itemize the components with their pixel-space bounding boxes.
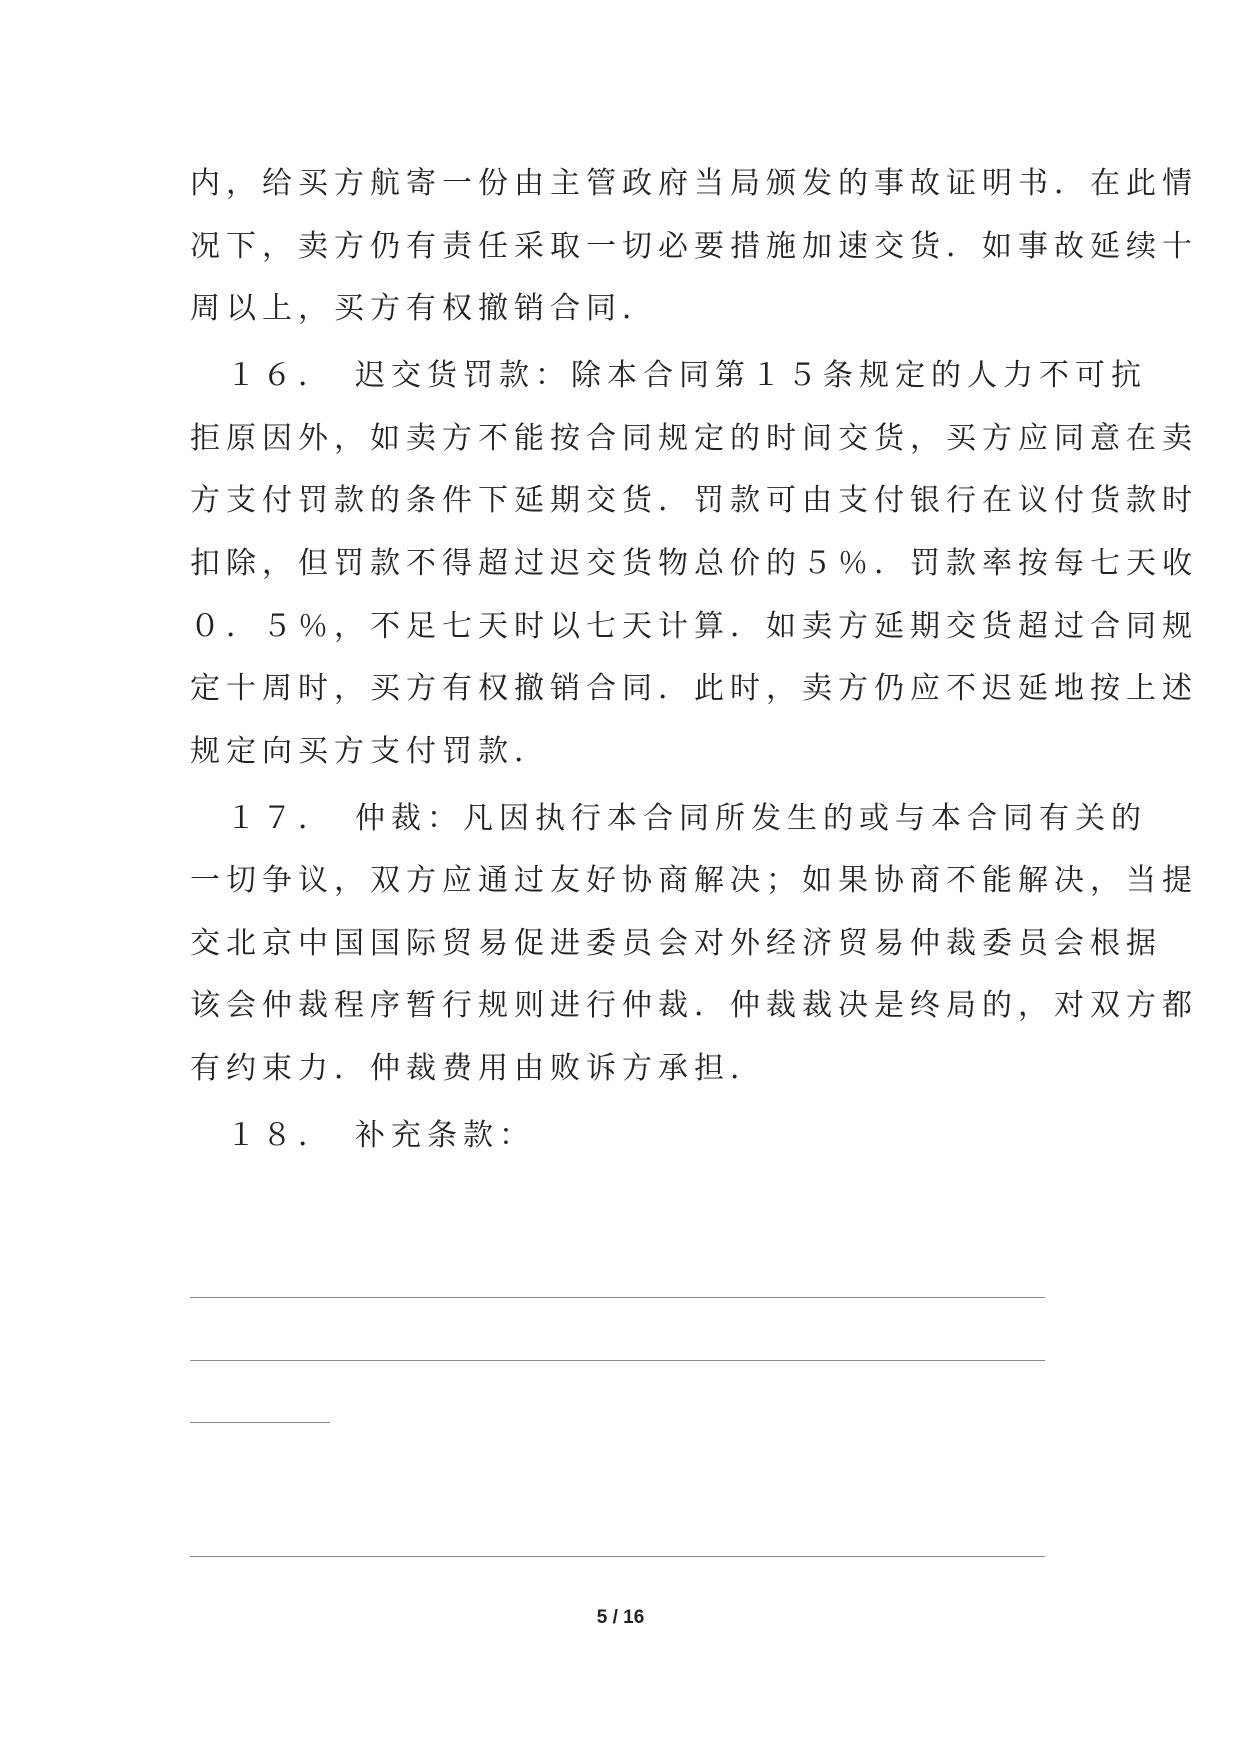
text-line: 规定向买方支付罚款． (190, 734, 550, 769)
clause-17-heading-line: １７． 仲裁：凡因执行本合同所发生的或与本合同有关的 (190, 801, 1147, 836)
text-line: 拒原因外，如卖方不能按合同规定的时间交货，买方应同意在卖 (190, 421, 1198, 456)
text-line: 定十周时，买方有权撤销合同．此时，卖方仍应不迟延地按上述 (190, 671, 1198, 706)
clause-18-heading-line: １８． 补充条款： (190, 1118, 535, 1153)
blank-fill-line (190, 1360, 1045, 1361)
blank-fill-line (190, 1297, 1045, 1298)
text-line: 该会仲裁程序暂行规则进行仲裁．仲裁裁决是终局的，对双方都 (190, 988, 1198, 1023)
text-line: 有约束力．仲裁费用由败诉方承担． (190, 1051, 766, 1086)
text-line: 况下，卖方仍有责任采取一切必要措施加速交货．如事故延续十 (190, 229, 1198, 264)
text-line: 内，给买方航寄一份由主管政府当局颁发的事故证明书．在此情 (190, 166, 1198, 201)
text-line: 一切争议，双方应通过友好协商解决；如果协商不能解决，当提 (190, 863, 1198, 898)
blank-fill-line (190, 1556, 1045, 1557)
text-line: ０．５％，不足七天时以七天计算．如卖方延期交货超过合同规 (190, 609, 1198, 644)
text-line: 交北京中国国际贸易促进委员会对外经济贸易仲裁委员会根据 (190, 926, 1162, 961)
page-number: 5 / 16 (596, 1607, 645, 1628)
clause-16-heading-line: １６． 迟交货罚款：除本合同第１５条规定的人力不可抗 (190, 358, 1147, 393)
blank-fill-line (190, 1422, 330, 1423)
text-line: 扣除，但罚款不得超过迟交货物总价的５％．罚款率按每七天收 (190, 546, 1198, 581)
text-line: 周以上，买方有权撤销合同． (190, 291, 658, 326)
text-line: 方支付罚款的条件下延期交货．罚款可由支付银行在议付货款时 (190, 483, 1198, 518)
